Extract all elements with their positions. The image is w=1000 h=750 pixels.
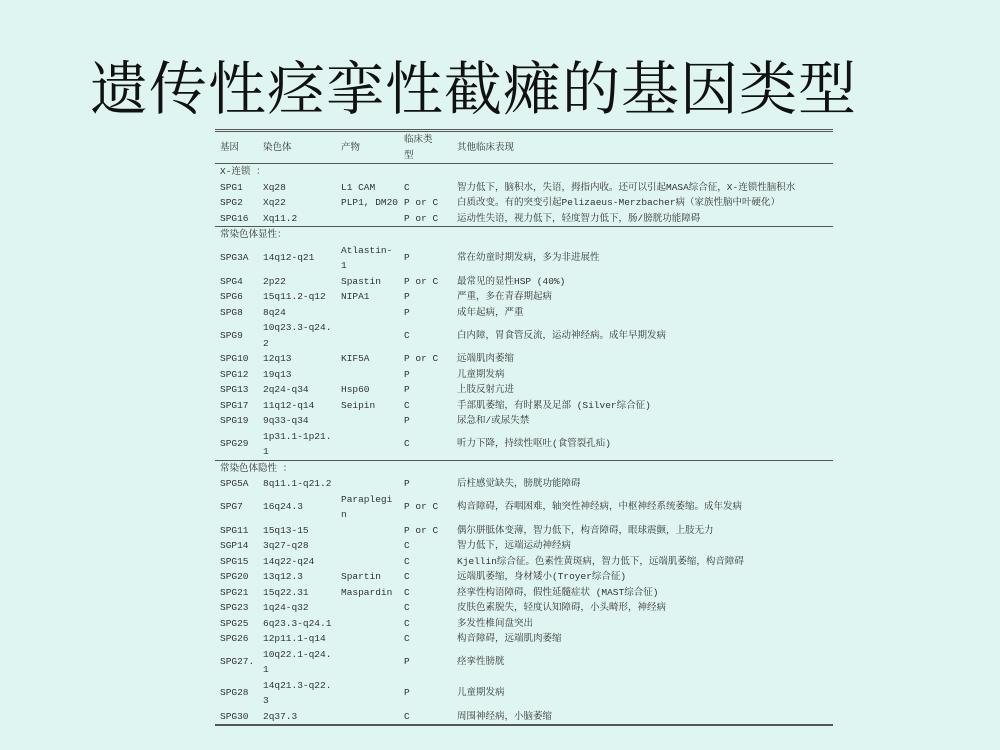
gene-cell: SPG17 [220,399,249,411]
section-label: X-连锁 ： [220,166,266,177]
gene-cell: SPG26 [220,633,249,644]
product-cell: Seipin [341,399,376,411]
clinical-type-cell: C [404,438,410,450]
manifestations-cell: 常在幼童时期发病，多为非进展性 [457,252,600,264]
manifestations-cell: 痉挛性膀胱 [457,656,505,668]
manifestations-cell: 痉挛性构语障碍，假性延髓症状 (MAST综合征) [457,586,659,598]
clinical-type-cell: C [404,586,410,598]
table-row [215,413,833,429]
clinical-type-cell: C [404,329,410,341]
chromosome-cell: 16q24.3 [263,501,303,513]
chromosome-cell: 1p31.1-1p21. 1 [263,430,332,457]
manifestations-cell: 皮肤色素脱失，轻度认知障碍，小头畸形，神经病 [457,602,667,613]
gene-cell: SPG15 [220,555,249,567]
clinical-type-cell: P [404,291,410,302]
product-cell [336,554,399,570]
chromosome-cell: 6q23.3-q24.1 [263,617,332,629]
chromosome-cell: 14q12-q21 [263,252,315,264]
manifestations-cell: 白内障，胃食管反流，运动神经病。成年早期发病 [457,329,667,341]
product-cell [336,211,399,227]
product-cell [336,616,399,632]
gene-cell: SPG8 [220,306,243,318]
clinical-type-cell: P [404,415,410,426]
gene-cell: SPG7 [220,501,243,513]
gene-cell: SPG10 [220,353,249,364]
clinical-type-cell: P [404,656,410,668]
chromosome-cell: 15q22.31 [263,586,309,598]
table-row [215,367,833,383]
header-clinical-type: 临床类 型 [404,134,433,161]
gene-cell: SPG5A [220,478,249,489]
table-row [215,305,833,321]
gene-cell: SPG6 [220,291,243,302]
chromosome-cell: 8q24 [263,306,286,318]
product-cell: Paraplegi n [341,493,393,520]
table-row [215,195,833,211]
gene-cell: SPG21 [220,586,249,598]
clinical-type-cell: P or C [404,212,439,224]
chromosome-cell: 14q22-q24 [263,555,315,567]
table-row [215,429,833,461]
section-row [215,164,833,180]
gene-cell: SPG28 [220,687,249,699]
chromosome-cell: 13q12.3 [263,571,303,582]
product-cell [336,523,399,539]
clinical-type-cell: P [404,306,410,318]
table-row [215,398,833,414]
chromosome-cell: 2q24-q34 [263,384,309,395]
clinical-type-cell: P or C [404,275,439,287]
gene-cell: SPG9 [220,329,243,341]
clinical-type-cell: C [404,540,410,551]
slide-title: 遗传性痉挛性截瘫的基因类型 [90,55,858,123]
chromosome-cell: 8q11.1-q21.2 [263,478,332,489]
clinical-type-cell: C [404,555,410,567]
manifestations-cell: 最常见的显性HSP (40%) [457,275,566,287]
table-row [215,211,833,227]
table-row [215,631,833,647]
chromosome-cell: 10q23.3-q24. 2 [263,322,332,349]
gene-cell: SPG11 [220,524,249,536]
section-row [215,460,833,476]
chromosome-cell: 12q13 [263,353,292,364]
chromosome-cell: 14q21.3-q22. 3 [263,679,332,706]
table-row [215,600,833,616]
clinical-type-cell: P or C [404,524,439,536]
chromosome-cell: 10q22.1-q24. 1 [263,648,332,675]
gene-cell: SPG16 [220,212,249,224]
clinical-type-cell: P [404,252,410,264]
table-body [215,164,833,726]
manifestations-cell: 手部肌萎缩，有时累及足部 (Silver综合征) [457,399,651,411]
table-row [215,180,833,196]
chromosome-cell: Xq28 [263,181,286,193]
product-cell: Spastin [341,275,381,287]
gene-cell: SPG30 [220,710,249,722]
clinical-type-cell: C [404,633,410,644]
clinical-type-cell: C [404,617,410,629]
clinical-type-cell: P [404,687,410,699]
chromosome-cell: 3q27-q28 [263,540,309,551]
product-cell [336,413,399,429]
product-cell [336,429,399,461]
manifestations-cell: 偶尔胼胝体变薄，智力低下，构音障碍，眼球震颤，上肢无力 [457,524,714,536]
manifestations-cell: Kjellin综合征。色素性黄斑病，智力低下，远端肌萎缩，构音障碍 [457,555,744,567]
header-row [215,131,833,164]
chromosome-cell: 19q13 [263,368,292,380]
product-cell [336,709,399,726]
product-cell [336,631,399,647]
table-row [215,476,833,492]
manifestations-cell: 儿童期发病 [457,368,505,380]
table-row [215,569,833,585]
clinical-type-cell: P or C [404,501,439,513]
table-row [215,274,833,290]
section-label: 常染色体显性： [220,229,287,240]
table-row [215,709,833,726]
manifestations-cell: 严重，多在青春期起病 [457,291,553,302]
product-cell: Spartin [341,571,381,582]
gene-cell: SPG19 [220,415,249,426]
product-cell: PLP1, DM20 [341,197,399,208]
manifestations-cell: 成年起病，严重 [457,306,524,318]
section-label: 常染色体隐性 ： [220,462,293,474]
manifestations-cell: 白质改变。有的突变引起Pelizaeus-Merzbacher病（家族性脑中叶硬化） [457,197,781,208]
product-cell [336,538,399,554]
table-row [215,616,833,632]
product-cell [336,305,399,321]
gene-cell: SPG13 [220,384,249,395]
manifestations-cell: 后柱感觉缺失，膀胱功能障碍 [457,478,581,489]
clinical-type-cell: P or C [404,197,439,208]
chromosome-cell: 15q11.2-q12 [263,291,326,302]
table-row [215,523,833,539]
product-cell: L1 CAM [341,181,376,193]
product-cell: Hsp60 [341,384,370,395]
header-chromosome: 染色体 [263,141,292,153]
manifestations-cell: 听力下降，持续性呕吐(食管裂孔疝) [457,438,611,450]
product-cell: KIF5A [341,353,370,364]
chromosome-cell: Xq22 [263,197,286,208]
product-cell [336,600,399,616]
table-row [215,289,833,305]
chromosome-cell: 9q33-q34 [263,415,309,426]
gene-cell: SPG1 [220,181,243,193]
manifestations-cell: 智力低下，远端运动神经病 [457,540,572,551]
product-cell [336,476,399,492]
gene-cell: SPG29 [220,438,249,450]
product-cell [336,647,399,678]
clinical-type-cell: C [404,181,410,193]
manifestations-cell: 多发性椎间盘突出 [457,617,534,629]
clinical-type-cell: C [404,710,410,722]
manifestations-cell: 儿童期发病 [457,687,505,699]
chromosome-cell: 2q37.3 [263,710,298,722]
header-other-manifestations: 其他临床表现 [457,141,515,153]
table-row [215,382,833,398]
product-cell [336,678,399,709]
clinical-type-cell: P or C [404,353,439,364]
hsp-gene-table [215,129,833,726]
table-row [215,243,833,274]
manifestations-cell: 运动性失语，视力低下，轻度智力低下，肠/膀胱功能障碍 [457,212,701,224]
manifestations-cell: 尿急和/或尿失禁 [457,415,530,426]
manifestations-cell: 远端肌萎缩，身材矮小(Troyer综合征) [457,571,627,582]
clinical-type-cell: C [404,602,410,613]
table-row [215,678,833,709]
manifestations-cell: 构音障碍，远端肌肉萎缩 [457,633,562,644]
clinical-type-cell: C [404,399,410,411]
product-cell [336,367,399,383]
chromosome-cell: 11q12-q14 [263,399,315,411]
table-row [215,554,833,570]
manifestations-cell: 远端肌肉萎缩 [457,353,515,364]
product-cell: Atlastin- 1 [341,244,393,271]
product-cell: NIPA1 [341,291,370,302]
chromosome-cell: 2p22 [263,275,286,287]
clinical-type-cell: P [404,384,410,395]
gene-cell: SPG3A [220,252,249,264]
section-row [215,227,833,243]
gene-cell: SPG25 [220,617,249,629]
table-row [215,492,833,523]
table-row [215,538,833,554]
table-header [215,131,833,164]
gene-cell: SPG27. [220,656,255,668]
product-cell: Maspardin [341,586,393,598]
chromosome-cell: 1q24-q32 [263,602,309,613]
manifestations-cell: 周围神经病，小脑萎缩 [457,710,553,722]
manifestations-cell: 智力低下，脑积水，失语，拇指内收。还可以引起MASA综合征，X-连锁性脑积水 [457,181,796,193]
gene-cell: SPG23 [220,602,249,613]
manifestations-cell: 上肢反射亢进 [457,384,515,395]
clinical-type-cell: P [404,478,410,489]
chromosome-cell: 12p11.1-q14 [263,633,326,644]
header-gene: 基因 [220,141,240,153]
gene-cell: SPG12 [220,368,249,380]
gene-cell: SPG4 [220,275,243,287]
gene-cell: SGP14 [220,540,249,551]
clinical-type-cell: P [404,368,410,380]
manifestations-cell: 构音障碍，吞咽困难，轴突性神经病，中枢神经系统萎缩。成年发病 [457,501,743,513]
clinical-type-cell: C [404,571,410,582]
table-row [215,585,833,601]
header-product: 产物 [341,141,361,153]
table-row [215,351,833,367]
table-row [215,320,833,351]
chromosome-cell: 15q13-15 [263,524,309,536]
table-row [215,647,833,678]
product-cell [336,320,399,351]
gene-cell: SPG2 [220,197,243,208]
chromosome-cell: Xq11.2 [263,212,298,224]
gene-cell: SPG20 [220,571,249,582]
